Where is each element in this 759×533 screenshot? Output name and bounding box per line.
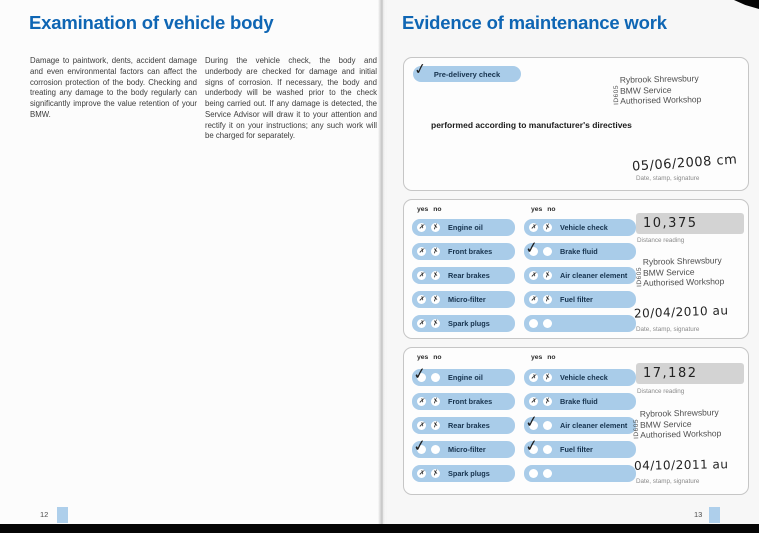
no-checkbox[interactable] — [543, 469, 552, 478]
left-page-title: Examination of vehicle body — [29, 12, 274, 33]
distance-reading-caption: Distance reading — [637, 237, 685, 244]
service-check-row — [524, 219, 636, 236]
small-tick-mark-icon: ✗ — [529, 397, 538, 406]
service-check-row — [523, 237, 636, 260]
yes-checkbox[interactable] — [417, 247, 426, 256]
no-checkbox[interactable] — [543, 421, 552, 430]
small-tick-mark-icon: ✗ — [417, 247, 426, 256]
pre-delivery-label: Pre-delivery check — [433, 69, 501, 79]
service-item-label: Micro-filter — [448, 295, 486, 304]
no-checkbox[interactable] — [543, 319, 552, 328]
yes-checkbox[interactable] — [417, 271, 426, 280]
stamp-dealer-code: ID605 — [632, 418, 641, 439]
date-stamp-signature-caption: Date, stamp, signature — [636, 478, 700, 485]
yes-checkbox[interactable] — [417, 469, 426, 478]
no-checkbox[interactable] — [543, 223, 552, 232]
service-check-row — [524, 393, 636, 410]
yes-checkbox[interactable] — [529, 397, 538, 406]
small-tick-mark-icon: ✗ — [417, 295, 426, 304]
no-checkbox[interactable] — [543, 373, 552, 382]
service-item-label: Rear brakes — [448, 271, 490, 280]
yes-no-header: yes no — [417, 206, 442, 213]
yes-checkbox[interactable] — [529, 223, 538, 232]
small-tick-mark-icon: ✗ — [431, 319, 440, 328]
small-tick-mark-icon: ✗ — [431, 247, 440, 256]
handwritten-date: 05/06/2008 cm — [631, 152, 738, 175]
service-item-label: Engine oil — [448, 223, 483, 232]
small-tick-mark-icon: ✗ — [529, 373, 538, 382]
small-tick-mark-icon: ✗ — [431, 295, 440, 304]
small-tick-mark-icon: ✗ — [543, 397, 552, 406]
body-paragraph-2: During the vehicle check, the body and underbody are checked for damage and initial signs of corrosion. If necessary, the body and underbody will be washed prior to the check being carried out. If any damage is detected, the Service Advisor will draw it to your attention and rectify it on your instructions; any such work will be charged for separately. — [205, 56, 377, 141]
service-check-row — [524, 291, 636, 308]
page-tab-left — [57, 507, 68, 523]
service-column-right — [524, 369, 636, 482]
small-tick-mark-icon: ✗ — [417, 223, 426, 232]
yes-checkbox[interactable] — [417, 397, 426, 406]
service-check-row — [412, 315, 515, 332]
body-paragraph-1: Damage to paintwork, dents, accident damage and even environmental factors can affect the corrosion protection of the body. Checking and treating any damage to the body regularly can significantly improve the value retention of your BMW. — [30, 56, 197, 119]
scan-edge-bottom — [0, 524, 759, 533]
handwritten-tick-icon: ✓ — [411, 363, 428, 384]
service-check-row — [523, 411, 636, 434]
service-item-label: Front brakes — [448, 397, 493, 406]
service-item-label: Front brakes — [448, 247, 493, 256]
service-check-row — [411, 435, 515, 458]
handwritten-tick-icon: ✓ — [523, 411, 540, 432]
service-check-row — [524, 465, 636, 482]
service-item-label: Fuel filter — [560, 295, 593, 304]
stamp-line: Rybrook Shrewsbury — [619, 73, 699, 85]
page-gutter — [378, 0, 387, 524]
service-check-row — [412, 393, 515, 410]
yes-no-header: yes no — [417, 354, 442, 361]
small-tick-mark-icon: ✗ — [417, 319, 426, 328]
pre-delivery-label-pill — [412, 60, 521, 82]
no-checkbox[interactable] — [431, 445, 440, 454]
stamp-line: Rybrook Shrewsbury — [639, 407, 719, 419]
service-record-1 — [403, 199, 749, 339]
service-check-row — [412, 465, 515, 482]
small-tick-mark-icon: ✗ — [543, 271, 552, 280]
small-tick-mark-icon: ✗ — [543, 223, 552, 232]
workshop-stamp — [612, 73, 702, 106]
service-item-label: Brake fluid — [560, 397, 598, 406]
service-item-label: Brake fluid — [560, 247, 598, 256]
service-item-label: Micro-filter — [448, 445, 486, 454]
small-tick-mark-icon: ✗ — [417, 397, 426, 406]
stamp-dealer-code: ID605 — [635, 266, 644, 287]
date-stamp-signature-caption: Date, stamp, signature — [636, 326, 700, 333]
service-item-label: Spark plugs — [448, 469, 490, 478]
yes-checkbox[interactable] — [417, 421, 426, 430]
service-check-row — [412, 417, 515, 434]
distance-reading-caption: Distance reading — [637, 388, 685, 395]
service-check-row — [524, 267, 636, 284]
yes-checkbox[interactable] — [529, 271, 538, 280]
service-check-row — [523, 435, 636, 458]
service-item-label: Air cleaner element — [560, 421, 628, 430]
no-checkbox[interactable] — [543, 445, 552, 454]
small-tick-mark-icon: ✗ — [543, 373, 552, 382]
handwritten-date: 04/10/2011 au — [633, 457, 729, 473]
service-item-label: Fuel filter — [560, 445, 593, 454]
workshop-stamp — [632, 407, 722, 440]
service-column-left — [411, 363, 515, 482]
right-page-title: Evidence of maintenance work — [402, 12, 667, 33]
service-item-label: Air cleaner element — [560, 271, 628, 280]
yes-checkbox[interactable] — [529, 469, 538, 478]
stamp-line: BMW Service — [619, 84, 672, 96]
pre-delivery-section — [403, 57, 749, 191]
no-checkbox[interactable] — [431, 319, 440, 328]
service-check-row — [412, 267, 515, 284]
service-check-row — [411, 363, 515, 386]
small-tick-mark-icon: ✗ — [431, 421, 440, 430]
service-check-row — [412, 291, 515, 308]
service-check-row — [524, 369, 636, 386]
workshop-stamp — [635, 255, 725, 288]
small-tick-mark-icon: ✗ — [417, 421, 426, 430]
page-tab-right — [709, 507, 720, 523]
no-checkbox[interactable] — [431, 421, 440, 430]
no-checkbox[interactable] — [431, 397, 440, 406]
handwritten-tick-icon: ✓ — [523, 237, 540, 258]
no-checkbox[interactable] — [543, 271, 552, 280]
directive-text: performed according to manufacturer's directives — [431, 120, 632, 130]
yes-checkbox[interactable] — [529, 319, 538, 328]
no-checkbox[interactable] — [431, 247, 440, 256]
distance-reading-box: 10,375 — [636, 213, 744, 234]
yes-checkbox[interactable] — [417, 319, 426, 328]
small-tick-mark-icon: ✗ — [431, 223, 440, 232]
small-tick-mark-icon: ✗ — [417, 271, 426, 280]
small-tick-mark-icon: ✗ — [543, 295, 552, 304]
stamp-line: Authorised Workshop — [643, 276, 725, 288]
stamp-dealer-code: ID605 — [612, 84, 621, 105]
handwritten-tick-icon: ✓ — [412, 60, 429, 79]
service-check-row — [524, 315, 636, 332]
page-number-right: 13 — [694, 510, 703, 519]
service-check-row — [412, 243, 515, 260]
small-tick-mark-icon: ✗ — [431, 397, 440, 406]
yes-checkbox[interactable] — [529, 373, 538, 382]
no-checkbox[interactable] — [543, 397, 552, 406]
service-item-label: Vehicle check — [560, 373, 608, 382]
no-checkbox[interactable] — [431, 295, 440, 304]
no-checkbox[interactable] — [431, 373, 440, 382]
yes-no-header: yes no — [531, 206, 556, 213]
service-item-label: Spark plugs — [448, 319, 490, 328]
service-check-row — [412, 219, 515, 236]
no-checkbox[interactable] — [431, 271, 440, 280]
small-tick-mark-icon: ✗ — [417, 469, 426, 478]
service-column-right — [524, 219, 636, 332]
yes-no-header: yes no — [531, 354, 556, 361]
service-item-label: Vehicle check — [560, 223, 608, 232]
handwritten-tick-icon: ✓ — [523, 435, 540, 456]
no-checkbox[interactable] — [431, 223, 440, 232]
no-checkbox[interactable] — [431, 469, 440, 478]
stamp-line: Authorised Workshop — [620, 94, 702, 106]
no-checkbox[interactable] — [543, 295, 552, 304]
distance-reading-box: 17,182 — [636, 363, 744, 384]
yes-checkbox[interactable] — [417, 223, 426, 232]
stamp-line: Rybrook Shrewsbury — [642, 255, 722, 267]
service-item-label: Engine oil — [448, 373, 483, 382]
date-stamp-signature-caption: Date, stamp, signature — [636, 175, 700, 182]
small-tick-mark-icon: ✗ — [529, 271, 538, 280]
service-record-2 — [403, 347, 749, 495]
small-tick-mark-icon: ✗ — [431, 469, 440, 478]
stamp-line: BMW Service — [642, 266, 695, 278]
yes-checkbox[interactable] — [417, 295, 426, 304]
small-tick-mark-icon: ✗ — [529, 223, 538, 232]
small-tick-mark-icon: ✗ — [529, 295, 538, 304]
stamp-line: Authorised Workshop — [640, 428, 722, 440]
service-column-left — [412, 219, 515, 332]
small-tick-mark-icon: ✗ — [431, 271, 440, 280]
page-number-left: 12 — [40, 510, 49, 519]
service-item-label: Rear brakes — [448, 421, 490, 430]
stamp-line: BMW Service — [639, 418, 692, 430]
handwritten-date: 20/04/2010 au — [633, 303, 729, 321]
no-checkbox[interactable] — [543, 247, 552, 256]
yes-checkbox[interactable] — [529, 295, 538, 304]
handwritten-tick-icon: ✓ — [411, 435, 428, 456]
